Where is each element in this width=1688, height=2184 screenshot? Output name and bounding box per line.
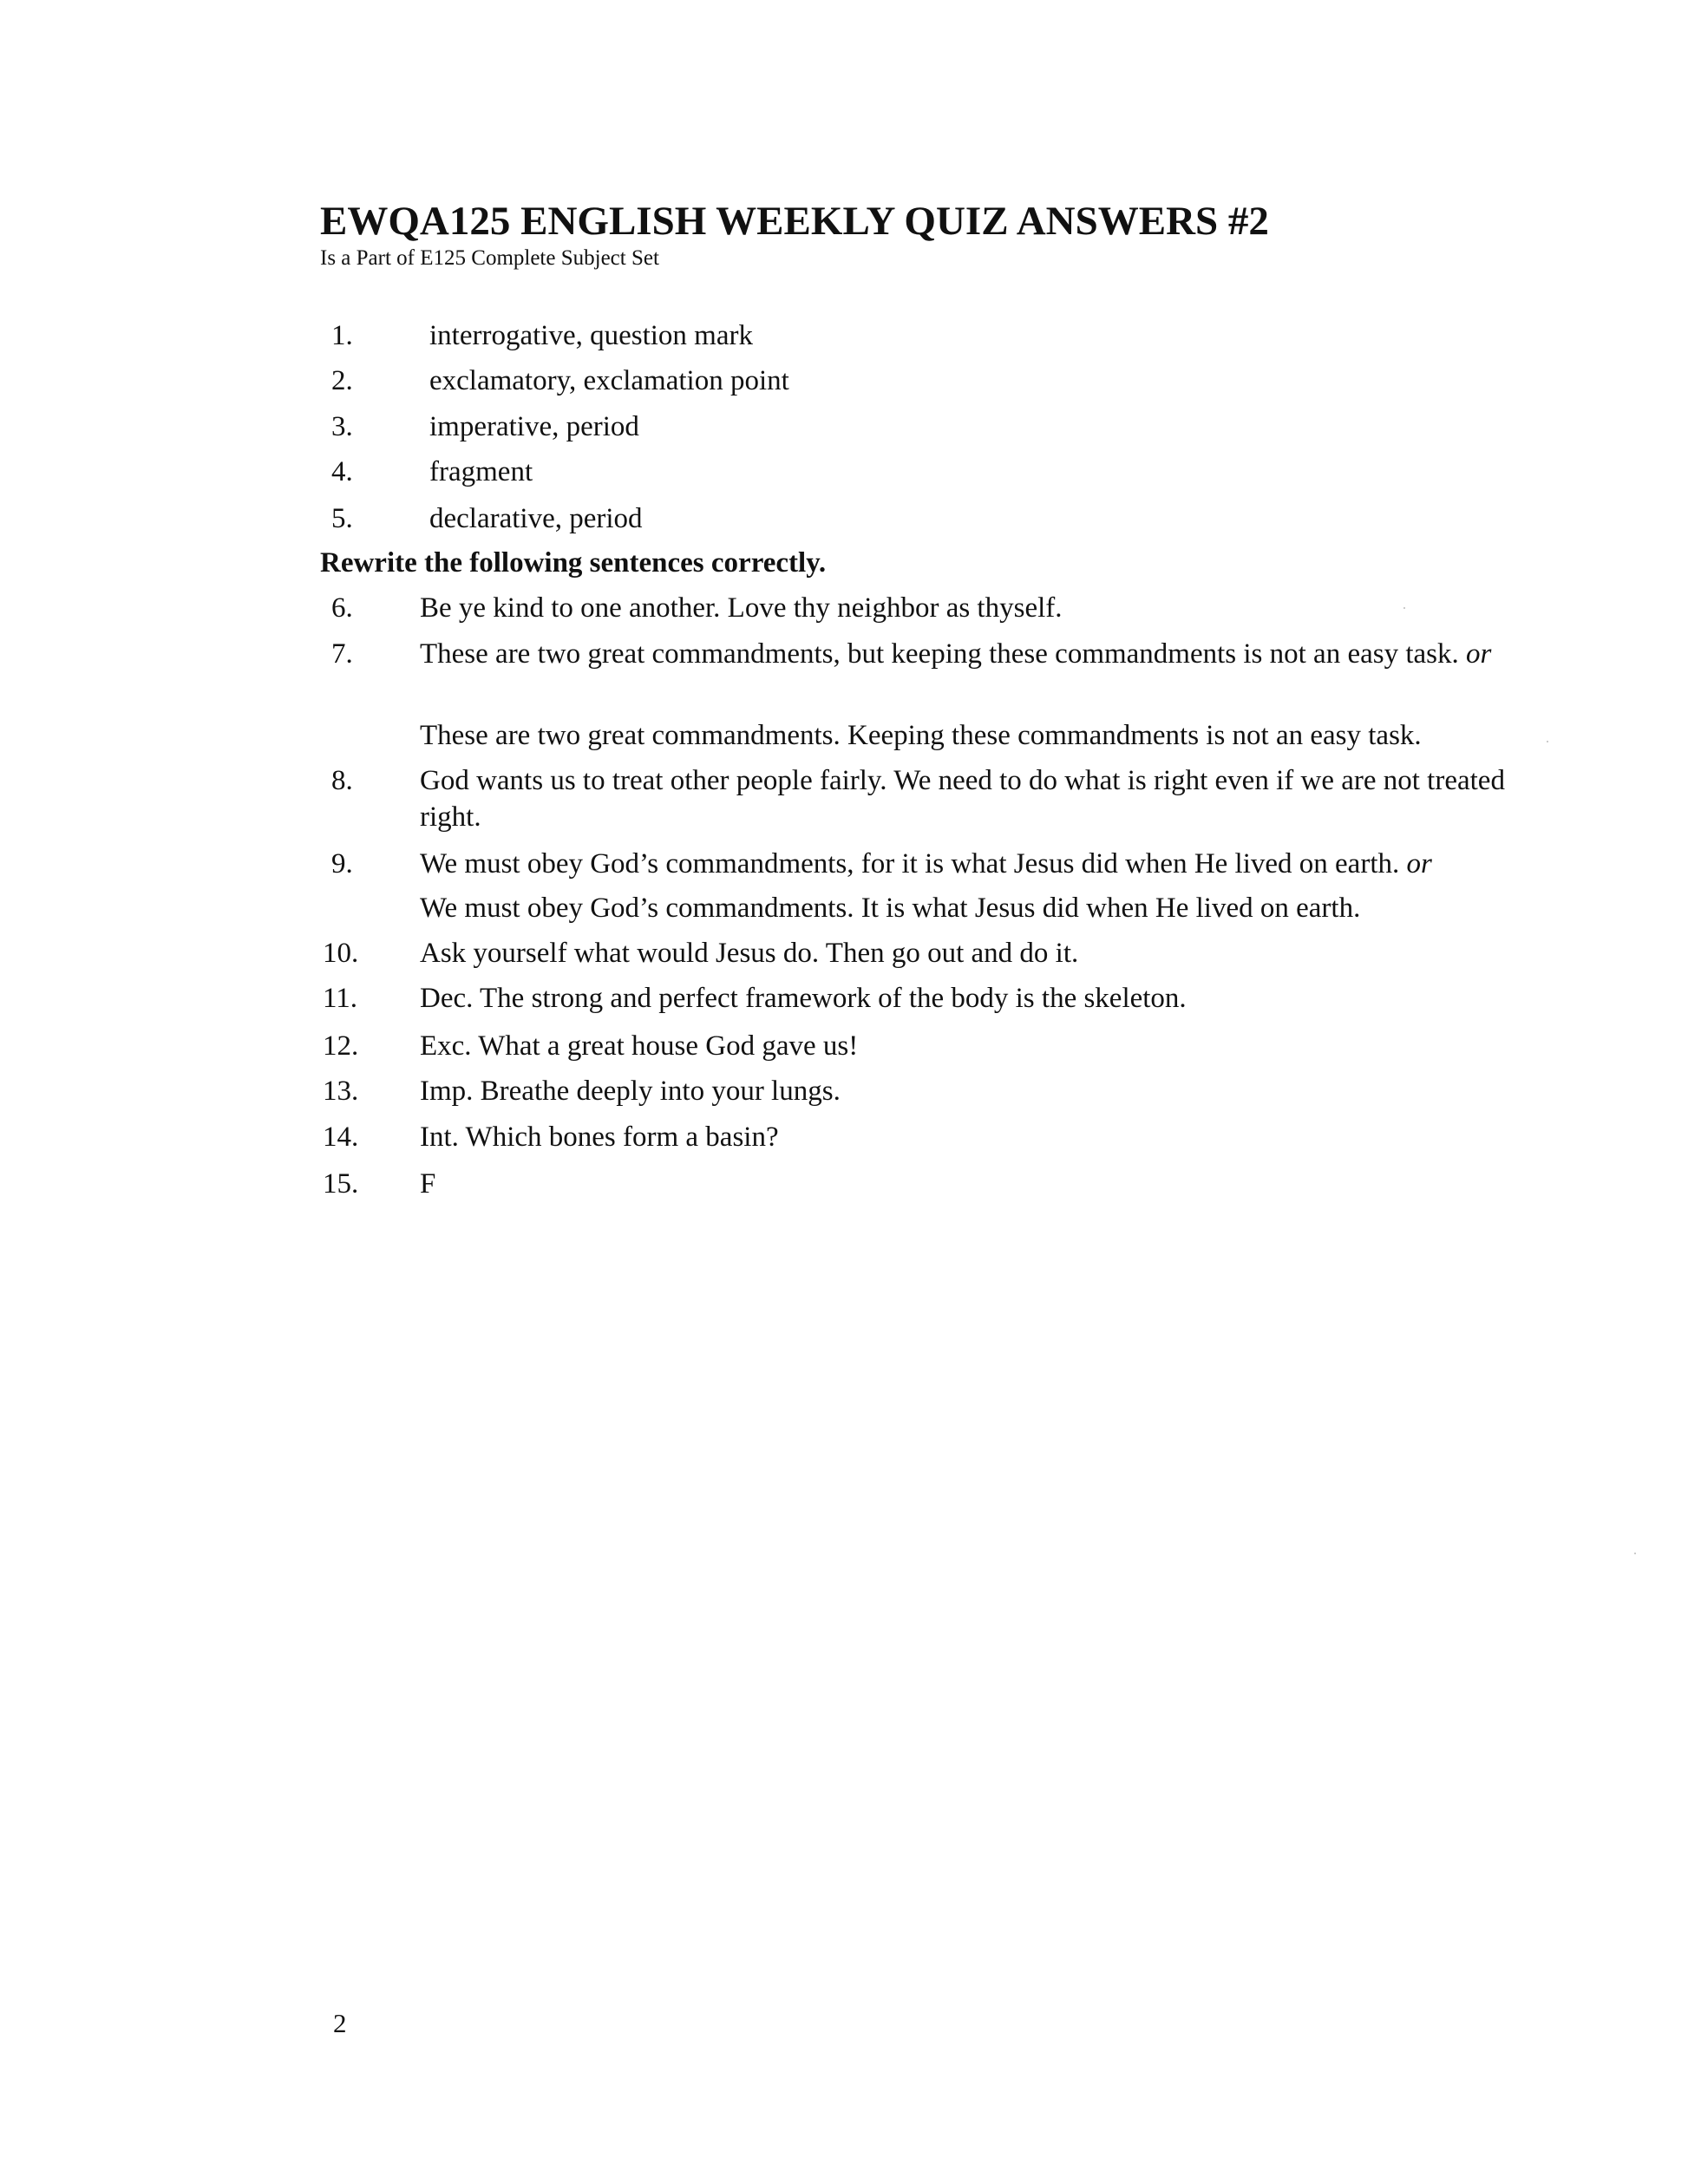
item-number: 13. bbox=[323, 1076, 359, 1107]
scan-speck bbox=[1403, 607, 1405, 609]
item-number: 11. bbox=[323, 983, 358, 1014]
item-answer: God wants us to treat other people fairly. We need to do what is right even if we are not treated right. bbox=[420, 765, 1505, 833]
item-number: 12. bbox=[323, 1030, 359, 1062]
item-number: 3. bbox=[331, 411, 353, 442]
item-number: 5. bbox=[331, 503, 353, 534]
page-subtitle: Is a Part of E125 Complete Subject Set bbox=[320, 246, 659, 270]
item-answer: These are two great commandments, but keeping these commandments is not an easy task. bbox=[420, 638, 1459, 670]
item-number: 2. bbox=[331, 365, 353, 396]
item-alternate-answer: These are two great commandments. Keeping these commandments is not an easy task. bbox=[420, 720, 1422, 751]
item-number: 10. bbox=[323, 938, 359, 969]
item-number: 7. bbox=[331, 638, 353, 670]
item-answer: Int. Which bones form a basin? bbox=[420, 1121, 779, 1153]
section-heading: Rewrite the following sentences correctly. bbox=[320, 547, 827, 579]
page-title: EWQA125 ENGLISH WEEKLY QUIZ ANSWERS #2 bbox=[320, 199, 1269, 244]
item-answer-block bbox=[420, 636, 1539, 672]
item-answer: Dec. The strong and perfect framework of the body is the skeleton. bbox=[420, 983, 1187, 1014]
scan-speck bbox=[1634, 1553, 1636, 1554]
item-answer: declarative, period bbox=[429, 503, 643, 534]
item-answer: Ask yourself what would Jesus do. Then go out and do it. bbox=[420, 938, 1079, 969]
scan-speck bbox=[1547, 741, 1548, 742]
item-number: 15. bbox=[323, 1168, 359, 1200]
item-number: 4. bbox=[331, 456, 353, 487]
item-number: 1. bbox=[331, 320, 353, 351]
or-label: or bbox=[1466, 638, 1492, 670]
item-number: 6. bbox=[331, 592, 353, 624]
item-number: 14. bbox=[323, 1121, 359, 1153]
item-answer: interrogative, question mark bbox=[429, 320, 753, 351]
item-answer-block bbox=[420, 846, 1432, 882]
or-label: or bbox=[1406, 848, 1432, 879]
page-number: 2 bbox=[333, 2008, 347, 2038]
item-answer: Imp. Breathe deeply into your lungs. bbox=[420, 1076, 841, 1107]
item-answer: Be ye kind to one another. Love thy neighbor as thyself. bbox=[420, 592, 1063, 624]
item-answer: F bbox=[420, 1168, 436, 1200]
item-answer: We must obey God’s commandments, for it is what Jesus did when He lived on earth. bbox=[420, 848, 1400, 879]
item-answer: exclamatory, exclamation point bbox=[429, 365, 789, 396]
item-answer: Exc. What a great house God gave us! bbox=[420, 1030, 859, 1062]
item-answer: imperative, period bbox=[429, 411, 639, 442]
item-number: 9. bbox=[331, 848, 353, 879]
item-number: 8. bbox=[331, 765, 353, 796]
item-answer: fragment bbox=[429, 456, 533, 487]
item-alternate-answer: We must obey God’s commandments. It is what Jesus did when He lived on earth. bbox=[420, 893, 1361, 924]
